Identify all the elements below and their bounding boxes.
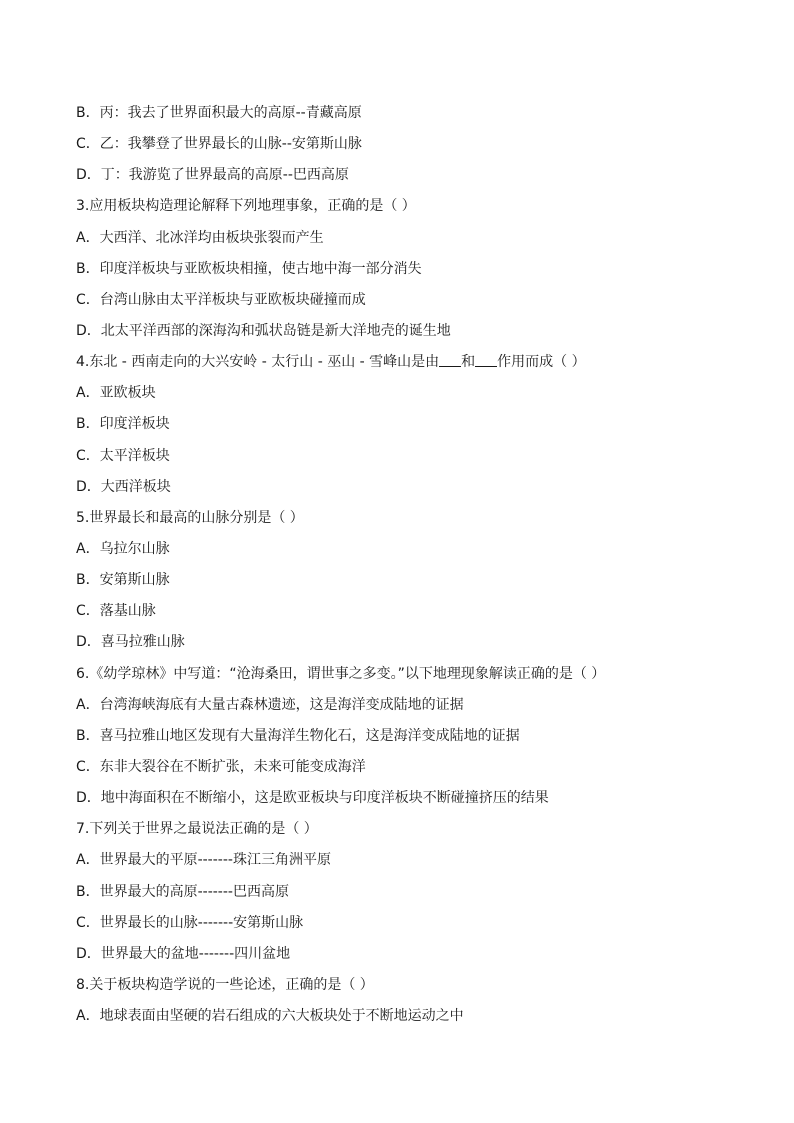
option-line: B．丙：我去了世界面积最大的高原--青藏高原	[76, 105, 362, 121]
question-line	[76, 347, 736, 378]
question-text-part: 4.东北 - 西南走向的大兴安岭 - 太行山 - 巫山 - 雪峰山是由	[76, 354, 440, 371]
answer-blank	[439, 352, 461, 367]
option-line: A．地球表面由坚硬的岩石组成的六大板块处于不断地运动之中	[76, 1008, 464, 1025]
option-line: C．台湾山脉由太平洋板块与亚欧板块碰撞而成	[76, 291, 366, 308]
option-line: C．乙：我攀登了世界最长的山脉--安第斯山脉	[76, 136, 362, 153]
option-line: A．乌拉尔山脉	[76, 540, 170, 557]
option-line: B．印度洋板块	[76, 416, 170, 433]
option-line: C．世界最长的山脉-------安第斯山脉	[76, 914, 304, 931]
option-line: A．大西洋、北冰洋均由板块张裂而产生	[76, 229, 324, 246]
option-line: C．落基山脉	[76, 603, 156, 620]
option-line: D．大西洋板块	[76, 478, 171, 495]
option-line: B．喜马拉雅山地区发现有大量海洋生物化石，这是海洋变成陆地的证据	[76, 727, 520, 744]
question-line: 7.下列关于世界之最说法正确的是（ ）	[76, 821, 318, 838]
question-line: 6.《幼学琼林》中写道：“沧海桑田，谓世事之多变。”以下地理现象解读正确的是（ ）	[76, 665, 606, 682]
option-line: B．安第斯山脉	[76, 572, 170, 589]
question-text-part: 作用而成（ ）	[497, 354, 586, 371]
option-line: D．喜马拉雅山脉	[76, 634, 185, 651]
option-line: A．台湾海峡海底有大量古森林遗迹，这是海洋变成陆地的证据	[76, 696, 464, 713]
option-line: B．世界最大的高原-------巴西高原	[76, 883, 289, 900]
option-line: B．印度洋板块与亚欧板块相撞，使古地中海一部分消失	[76, 260, 422, 277]
question-line: 3.应用板块构造理论解释下列地理事象，正确的是（ ）	[76, 198, 416, 215]
question-text-part: 和	[461, 354, 476, 371]
option-line: D．地中海面积在不断缩小，这是欧亚板块与印度洋板块不断碰撞挤压的结果	[76, 790, 549, 807]
option-line: A．世界最大的平原-------珠江三角洲平原	[76, 852, 331, 869]
option-line: D．丁：我游览了世界最高的高原--巴西高原	[76, 167, 349, 184]
option-line: D．北太平洋西部的深海沟和弧状岛链是新大洋地壳的诞生地	[76, 322, 451, 339]
answer-blank	[475, 352, 497, 367]
option-line: C．太平洋板块	[76, 447, 170, 464]
question-line: 5.世界最长和最高的山脉分别是（ ）	[76, 509, 304, 526]
option-line: A．亚欧板块	[76, 385, 156, 402]
document-content	[76, 98, 736, 1032]
question-line: 8.关于板块构造学说的一些论述，正确的是（ ）	[76, 976, 374, 993]
option-line: C．东非大裂谷在不断扩张，未来可能变成海洋	[76, 758, 366, 775]
option-line: D．世界最大的盆地-------四川盆地	[76, 945, 291, 962]
